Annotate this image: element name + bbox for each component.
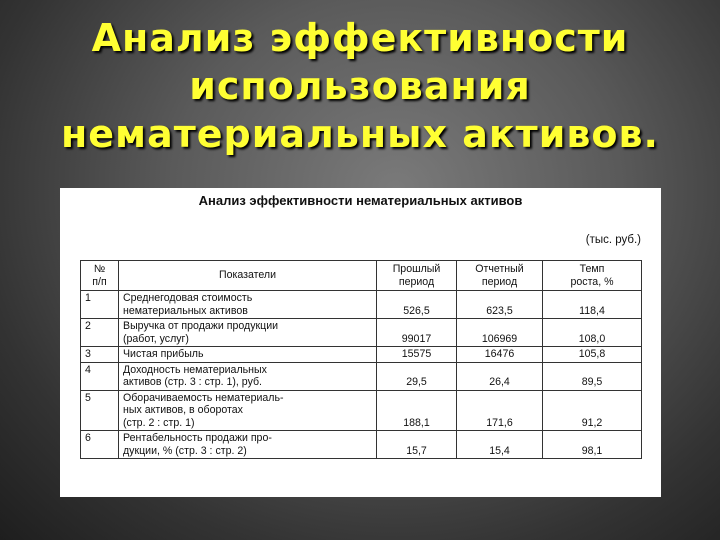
- row-indicator: Доходность нематериальных активов (стр. 3 : стр. 1), руб.: [119, 362, 377, 390]
- table-row: [81, 319, 642, 347]
- slide-title-line: нематериальных активов.: [61, 112, 659, 156]
- table-row: [81, 390, 642, 431]
- table-row: [81, 431, 642, 459]
- row-growth-rate: 118,4: [543, 291, 642, 319]
- scanned-document: [60, 188, 661, 497]
- unit-label: (тыс. руб.): [585, 234, 641, 246]
- row-indicator: Выручка от продажи продукции (работ, услуг): [119, 319, 377, 347]
- row-growth-rate: 108,0: [543, 319, 642, 347]
- table-row: [81, 291, 642, 319]
- table-row: [81, 362, 642, 390]
- row-current-value: 26,4: [457, 362, 543, 390]
- table-header-row: [81, 261, 642, 291]
- table-row: [81, 347, 642, 363]
- row-current-value: 623,5: [457, 291, 543, 319]
- row-prev-value: 526,5: [377, 291, 457, 319]
- slide-title-line: использования: [189, 64, 531, 108]
- header-prev-period: Прошлый период: [377, 261, 457, 291]
- row-prev-value: 15575: [377, 347, 457, 363]
- row-no: 1: [81, 291, 119, 319]
- row-no: 6: [81, 431, 119, 459]
- row-indicator: Оборачиваемость нематериаль- ных активов, в оборотах (стр. 2 : стр. 1): [119, 390, 377, 431]
- header-growth-rate: Темп роста, %: [543, 261, 642, 291]
- row-current-value: 106969: [457, 319, 543, 347]
- row-growth-rate: 89,5: [543, 362, 642, 390]
- row-indicator: Чистая прибыль: [119, 347, 377, 363]
- header-current-period: Отчетный период: [457, 261, 543, 291]
- row-prev-value: 15,7: [377, 431, 457, 459]
- row-prev-value: 99017: [377, 319, 457, 347]
- row-growth-rate: 105,8: [543, 347, 642, 363]
- document-title: Анализ эффективности нематериальных активов: [198, 193, 523, 208]
- row-current-value: 15,4: [457, 431, 543, 459]
- row-current-value: 171,6: [457, 390, 543, 431]
- slide-title-line: Анализ эффективности: [91, 16, 629, 60]
- row-current-value: 16476: [457, 347, 543, 363]
- row-indicator: Среднегодовая стоимость нематериальных активов: [119, 291, 377, 319]
- row-no: 2: [81, 319, 119, 347]
- header-indicator: Показатели: [119, 261, 377, 291]
- analysis-table: [80, 260, 642, 459]
- row-growth-rate: 91,2: [543, 390, 642, 431]
- row-no: 3: [81, 347, 119, 363]
- header-no: № п/п: [81, 261, 119, 291]
- row-no: 4: [81, 362, 119, 390]
- row-growth-rate: 98,1: [543, 431, 642, 459]
- row-prev-value: 188,1: [377, 390, 457, 431]
- slide-title: [0, 14, 720, 158]
- row-prev-value: 29,5: [377, 362, 457, 390]
- row-no: 5: [81, 390, 119, 431]
- row-indicator: Рентабельность продажи про- дукции, % (стр. 3 : стр. 2): [119, 431, 377, 459]
